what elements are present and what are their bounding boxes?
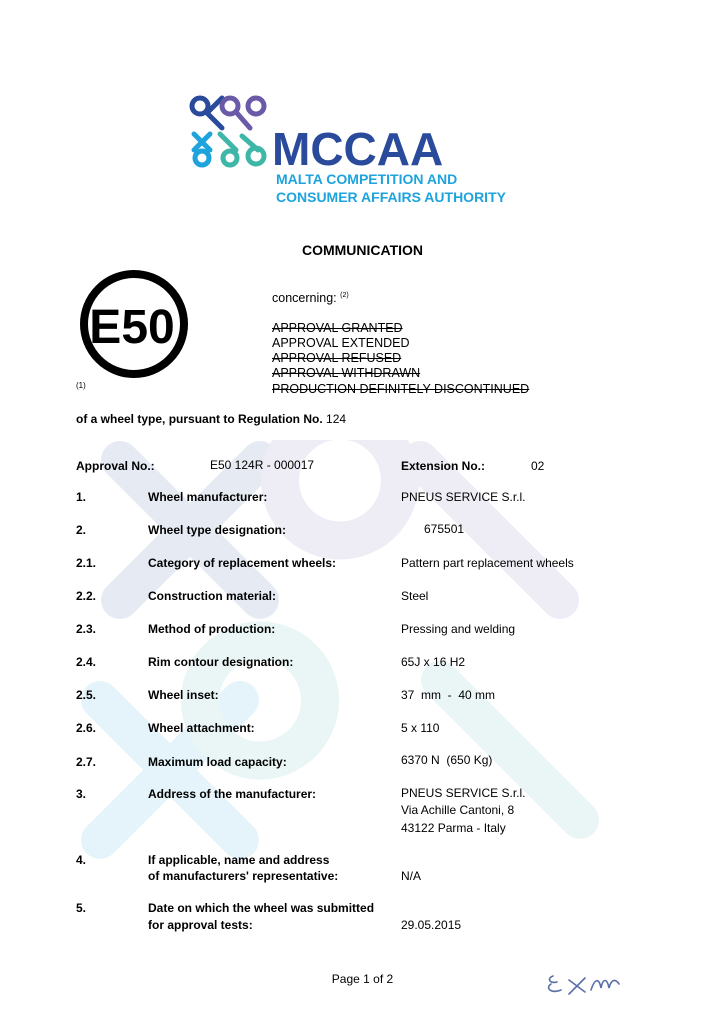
option-approval-refused: APPROVAL REFUSED	[272, 351, 402, 365]
extension-value: 02	[531, 459, 545, 473]
approval-label: Approval No.:	[76, 459, 155, 473]
item-2-1-number: 2.1.	[76, 556, 97, 570]
item-2-5-label: Wheel inset:	[148, 688, 219, 702]
item-3-value-line3: 43122 Parma - Italy	[401, 821, 506, 835]
item-1-number: 1.	[76, 490, 87, 504]
item-5-label-line2: for approval tests:	[148, 918, 253, 932]
e-approval-mark	[78, 268, 190, 380]
item-2-1-value: Pattern part replacement wheels	[401, 556, 574, 570]
item-4-label: If applicable, name and address	[148, 853, 330, 867]
item-5-label: Date on which the wheel was submitted	[148, 901, 375, 915]
item-2-7-value: 6370 N (650 Kg)	[401, 753, 493, 767]
mccaa-logo-icon	[186, 94, 268, 168]
logo-wordmark: MCCAA	[272, 123, 444, 175]
concerning-label: concerning:	[272, 291, 337, 305]
e-mark-label: E50	[89, 301, 175, 354]
item-2-6-number: 2.6.	[76, 721, 97, 735]
item-4-label-line2: of manufacturers' representative:	[148, 869, 339, 883]
item-3-label: Address of the manufacturer:	[148, 787, 317, 801]
item-2-7-label: Maximum load capacity:	[148, 755, 287, 769]
item-2-7-number: 2.7.	[76, 755, 97, 769]
item-3-value-line1: PNEUS SERVICE S.r.l.	[401, 786, 526, 800]
signature-initials	[545, 968, 645, 998]
item-3-value-line2: Via Achille Cantoni, 8	[401, 803, 515, 817]
item-2-3-label: Method of production:	[148, 622, 276, 636]
footnote-mark-1: (1)	[76, 381, 86, 390]
item-2-5-number: 2.5.	[76, 688, 97, 702]
item-2-3-number: 2.3.	[76, 622, 97, 636]
item-2-value: 675501	[424, 522, 465, 536]
page-number: Page 1 of 2	[331, 972, 394, 986]
item-2-4-number: 2.4.	[76, 655, 97, 669]
item-1-value: PNEUS SERVICE S.r.l.	[401, 490, 526, 504]
item-5-number: 5.	[76, 901, 87, 915]
item-2-4-label: Rim contour designation:	[148, 655, 294, 669]
item-2-3-value: Pressing and welding	[401, 622, 516, 636]
logo-subtitle-line2: CONSUMER AFFAIRS AUTHORITY	[276, 189, 506, 205]
item-2-2-value: Steel	[401, 589, 429, 603]
concerning-line	[272, 291, 349, 305]
item-2-2-label: Construction material:	[148, 589, 277, 603]
item-2-number: 2.	[76, 523, 87, 537]
option-approval-granted: APPROVAL GRANTED	[272, 321, 403, 335]
regulation-number: 124	[326, 412, 347, 426]
regulation-line	[76, 412, 346, 426]
concerning-footnote: (2)	[340, 292, 349, 299]
option-production-discontinued: PRODUCTION DEFINITELY DISCONTINUED	[272, 382, 530, 396]
item-2-6-value: 5 x 110	[401, 721, 440, 735]
option-approval-extended: APPROVAL EXTENDED	[272, 336, 410, 350]
item-2-5-value: 37 mm - 40 mm	[401, 688, 496, 702]
approval-value: E50 124R - 000017	[210, 458, 315, 472]
item-2-1-label: Category of replacement wheels:	[148, 556, 337, 570]
item-5-value: 29.05.2015	[401, 918, 462, 932]
item-2-6-label: Wheel attachment:	[148, 721, 255, 735]
item-3-number: 3.	[76, 787, 87, 801]
item-1-label: Wheel manufacturer:	[148, 490, 268, 504]
regulation-text: of a wheel type, pursuant to Regulation No.	[76, 412, 323, 426]
item-4-value: N/A	[401, 869, 422, 883]
option-approval-withdrawn: APPROVAL WITHDRAWN	[272, 366, 421, 380]
watermark-logo	[60, 440, 620, 880]
extension-label: Extension No.:	[401, 459, 486, 473]
item-2-2-number: 2.2.	[76, 589, 97, 603]
item-2-4-value: 65J x 16 H2	[401, 655, 466, 669]
document-title: COMMUNICATION	[301, 242, 424, 258]
item-2-label: Wheel type designation:	[148, 523, 287, 537]
logo-subtitle-line1: MALTA COMPETITION AND	[276, 171, 458, 187]
item-4-number: 4.	[76, 853, 87, 867]
